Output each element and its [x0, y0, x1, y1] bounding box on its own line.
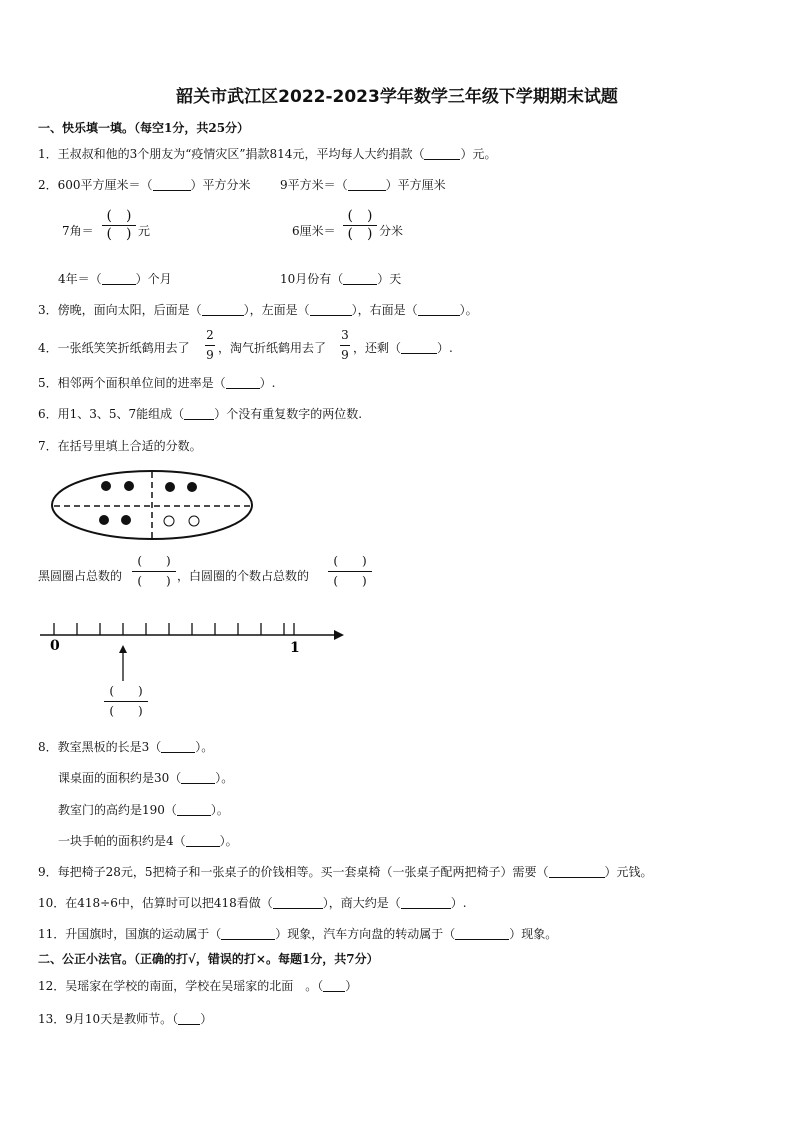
question-9: [38, 864, 653, 880]
q5-b: ）.: [259, 376, 276, 390]
question-2b: [280, 177, 446, 193]
question-11: [38, 926, 557, 942]
q2c-pre: 7角＝: [62, 224, 94, 238]
answer-blank[interactable]: [418, 303, 460, 316]
question-8b: [58, 770, 233, 786]
fraction-blank[interactable]: [132, 554, 176, 589]
denominator: 9: [206, 348, 214, 362]
answer-blank[interactable]: [273, 896, 323, 909]
question-4-b: ，淘气折纸鹤用去了: [218, 341, 327, 355]
answer-blank[interactable]: [177, 803, 211, 816]
question-4-c: [353, 340, 453, 356]
answer-blank[interactable]: [455, 927, 509, 940]
question-2f: [280, 271, 401, 287]
question-13: [38, 1011, 212, 1027]
q2f-post: ）天: [377, 272, 402, 286]
black-dot: [121, 515, 131, 525]
q12-a: 12．吴瑶家在学校的南面，学校在吴瑶家的北面 。（: [38, 979, 324, 993]
q8b-text: 课桌面的面积约是30（: [58, 771, 182, 785]
question-8c: [58, 802, 229, 818]
question-10: [38, 895, 467, 911]
answer-blank[interactable]: [323, 979, 345, 992]
answer-blank[interactable]: [202, 303, 244, 316]
numerator: 3: [341, 328, 349, 342]
q10-a: 10．在418÷6中，估算时可以把418看做（: [38, 896, 273, 910]
q10-b: ），商大约是（: [322, 896, 401, 910]
fraction-blank[interactable]: [343, 209, 377, 242]
q8c-end: ）。: [210, 803, 229, 817]
q2b-post: ）平方厘米: [385, 178, 446, 192]
question-8d: [58, 833, 238, 849]
number-line: [36, 615, 356, 685]
pointer-arrowhead: [119, 645, 127, 653]
q7-black-label: 黑圆圈占总数的: [38, 569, 123, 583]
black-dot: [99, 515, 109, 525]
q11-b: ）现象，汽车方向盘的转动属于（: [275, 927, 456, 941]
q2e-post: ）个月: [135, 272, 172, 286]
question-2a: [38, 177, 251, 193]
question-2c: [62, 223, 94, 239]
question-2d: [292, 223, 336, 239]
question-12: [38, 978, 357, 994]
q8a-text: 8．教室黑板的长是3（: [38, 740, 162, 754]
q13-b: ）: [200, 1012, 213, 1026]
numerator: 2: [206, 328, 214, 342]
q8d-text: 一块手帕的面积约是4（: [58, 834, 186, 848]
answer-blank[interactable]: [221, 927, 275, 940]
question-3: [38, 302, 478, 318]
numerator-paren: ( ): [347, 208, 373, 224]
denominator-paren: ( ): [137, 574, 171, 588]
question-7: 7．在括号里填上合适的分数。: [38, 439, 202, 453]
answer-blank[interactable]: [181, 771, 215, 784]
answer-blank[interactable]: [226, 376, 260, 389]
q2a-post: ）平方分米: [190, 178, 251, 192]
number-line-arrowhead: [334, 630, 344, 640]
question-1-tail: ）元。: [460, 147, 497, 161]
denominator-paren: ( ): [333, 574, 367, 588]
q8d-end: ）。: [219, 834, 238, 848]
answer-blank[interactable]: [549, 865, 605, 878]
question-1-text: 1．王叔叔和他的3个朋友为“疫情灾区”捐款814元，平均每人大约捐款（: [38, 147, 425, 161]
q3-a: 3．傍晚，面向太阳，后面是（: [38, 303, 202, 317]
denominator-paren: ( ): [109, 704, 143, 718]
q2d-pre: 6厘米＝: [292, 224, 336, 238]
question-2e: [58, 271, 172, 287]
answer-blank[interactable]: [178, 1012, 200, 1025]
black-dot: [101, 481, 111, 491]
fraction-bar: [205, 345, 215, 346]
fraction-2-9: [205, 328, 215, 363]
fraction-3-9: [340, 328, 350, 363]
black-dot: [165, 482, 175, 492]
question-8a: [38, 739, 213, 755]
q12-b: ）: [345, 979, 358, 993]
q8a-end: ）。: [195, 740, 214, 754]
question-1: [38, 146, 496, 162]
answer-blank[interactable]: [186, 834, 220, 847]
q3-d: ）。: [459, 303, 478, 317]
denominator-paren: ( ): [106, 226, 132, 242]
answer-blank[interactable]: [102, 272, 136, 285]
q8c-text: 教室门的高约是190（: [58, 803, 177, 817]
answer-blank[interactable]: [310, 303, 352, 316]
q6-a: 6．用1、3、5、7能组成（: [38, 407, 185, 421]
numerator-paren: ( ): [333, 554, 367, 568]
q2f-pre: 10月份有（: [280, 272, 344, 286]
fraction-bar: [132, 571, 176, 572]
q7-white-label: ，白圆圈的个数占总数的: [177, 569, 310, 583]
q4-d: ）.: [437, 341, 453, 355]
numerator-paren: ( ): [137, 554, 171, 568]
q5-a: 5．相邻两个面积单位间的进率是（: [38, 376, 226, 390]
question-4-a: 4．一张纸笑笑折纸鹤用去了: [38, 341, 190, 355]
denominator-paren: ( ): [347, 226, 373, 242]
denominator: 9: [341, 348, 349, 362]
fraction-blank[interactable]: [102, 209, 136, 242]
q3-c: ），右面是（: [351, 303, 418, 317]
numerator-paren: ( ): [106, 208, 132, 224]
answer-blank[interactable]: [424, 147, 460, 160]
q4-c: ，还剩（: [353, 341, 402, 355]
fraction-blank[interactable]: [328, 554, 372, 589]
answer-blank[interactable]: [161, 740, 195, 753]
black-dot: [124, 481, 134, 491]
question-5: [38, 375, 275, 391]
question-6: [38, 406, 362, 422]
q9-a: 9．每把椅子28元，5把椅子和一张桌子的价钱相等。买一套桌椅（一张桌子配两把椅子）需要（: [38, 865, 549, 879]
answer-blank[interactable]: [401, 341, 437, 354]
answer-blank[interactable]: [153, 178, 191, 191]
q2d-unit: 分米: [379, 224, 404, 238]
section-1-heading: 一、快乐填一填。（每空1分，共25分）: [38, 121, 250, 135]
fraction-bar: [328, 571, 372, 572]
q8b-end: ）。: [215, 771, 234, 785]
answer-blank[interactable]: [343, 272, 377, 285]
q11-c: ）现象。: [509, 927, 558, 941]
white-dot: [189, 516, 199, 526]
q2a-pre: 2．600平方厘米＝（: [38, 178, 153, 192]
page-title: 韶关市武江区2022-2023学年数学三年级下学期期末试题: [176, 87, 618, 107]
answer-blank[interactable]: [184, 407, 214, 420]
fraction-bar: [104, 701, 148, 702]
section-2-heading: 二、公正小法官。（正确的打√，错误的打×。每题1分，共7分）: [38, 952, 379, 966]
label-zero: 0: [50, 638, 60, 654]
fraction-bar: [340, 345, 350, 346]
q10-c: ）.: [450, 896, 467, 910]
q2c-unit: 元: [138, 224, 151, 238]
q3-b: ），左面是（: [243, 303, 310, 317]
label-one: 1: [290, 640, 300, 656]
q9-b: ）元钱。: [604, 865, 653, 879]
answer-blank[interactable]: [348, 178, 386, 191]
q6-b: ）个没有重复数字的两位数.: [214, 407, 363, 421]
black-dot: [187, 482, 197, 492]
q11-a: 11．升国旗时，国旗的运动属于（: [38, 927, 222, 941]
tick-marks: [54, 623, 294, 635]
q2e-pre: 4年＝（: [58, 272, 102, 286]
dots-oval-diagram: [48, 466, 258, 546]
q2b-pre: 9平方米＝（: [280, 178, 348, 192]
white-dot: [164, 516, 174, 526]
q13-a: 13．9月10天是教师节。（: [38, 1012, 179, 1026]
fraction-blank[interactable]: [104, 684, 148, 719]
numerator-paren: ( ): [109, 684, 143, 698]
answer-blank[interactable]: [401, 896, 451, 909]
